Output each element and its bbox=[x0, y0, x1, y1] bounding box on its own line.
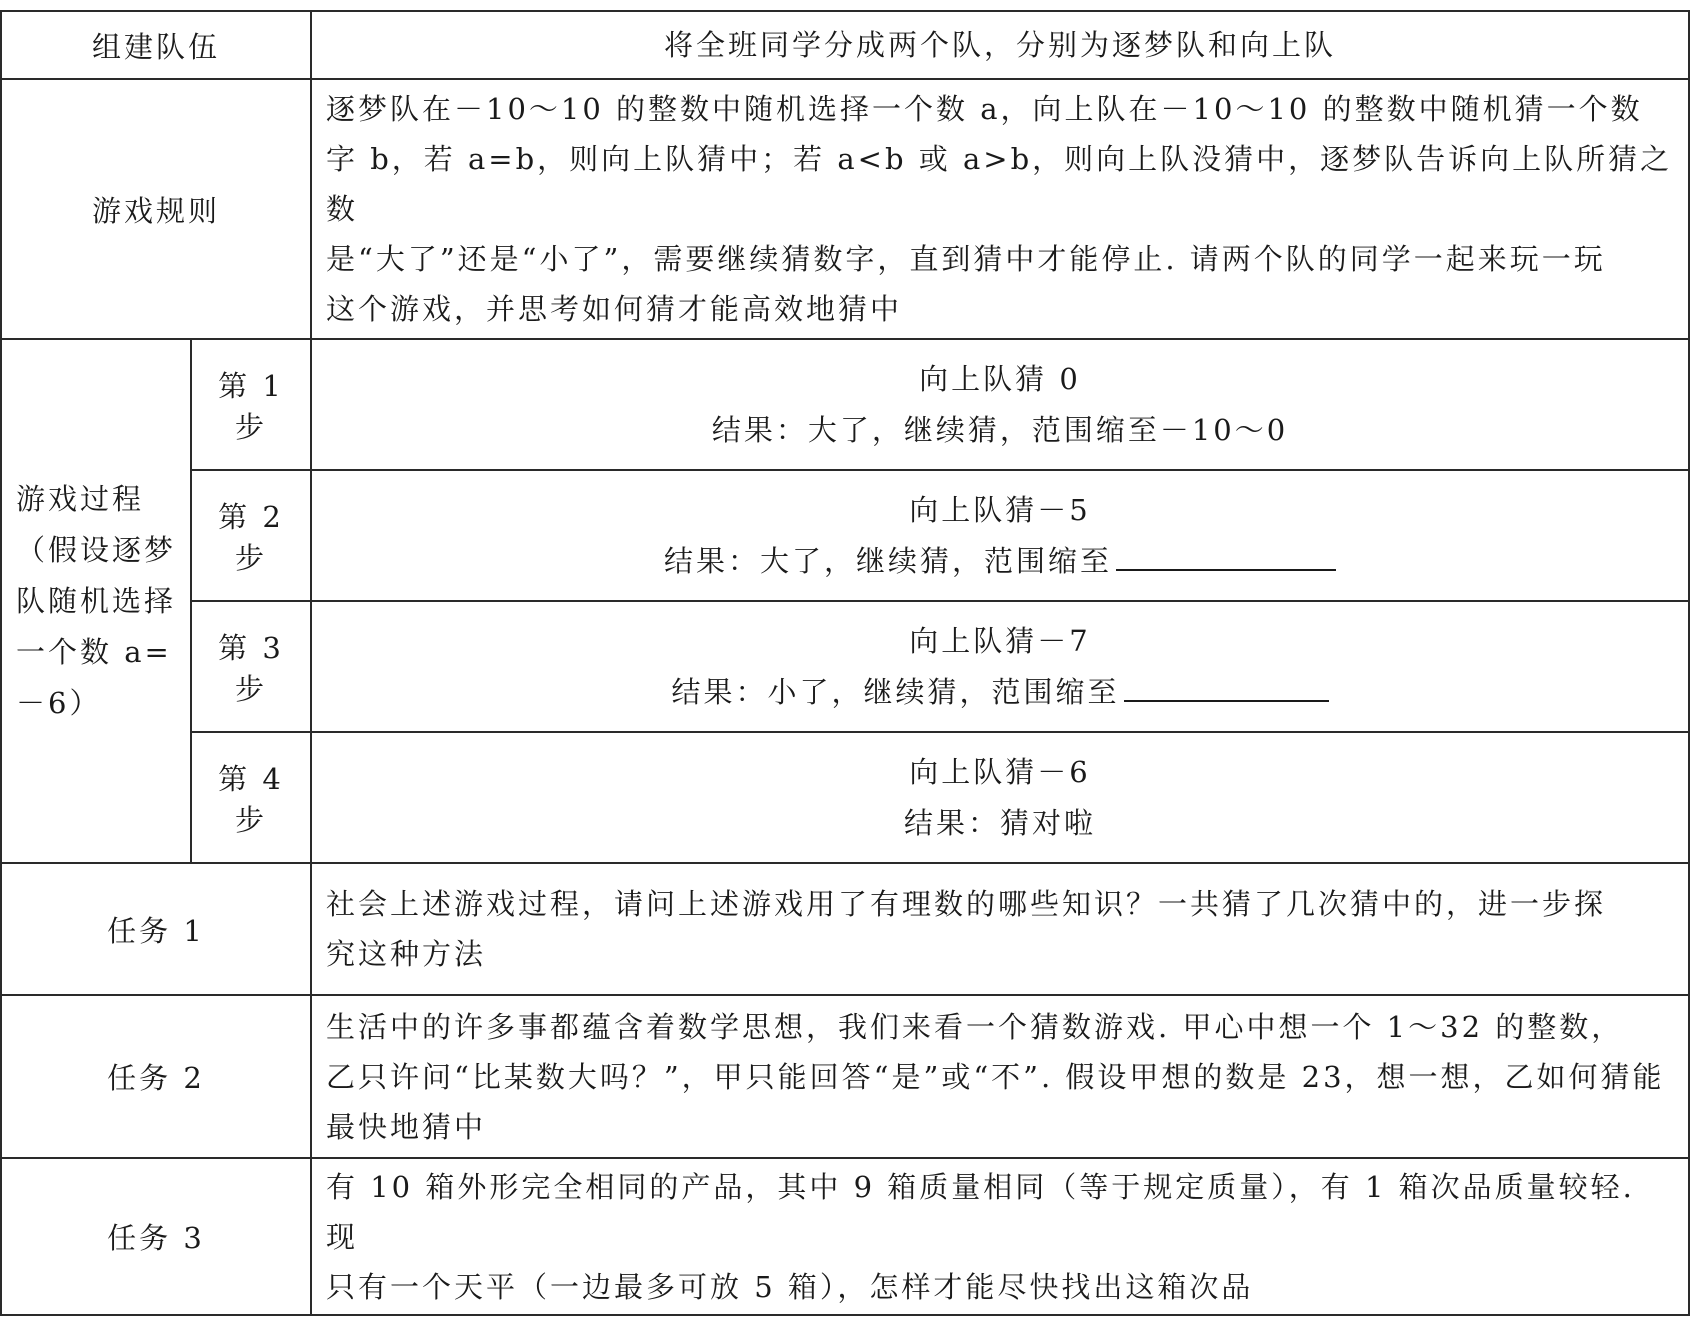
task3-line: 只有一个天平（一边最多可放 5 箱），怎样才能尽快找出这箱次品 bbox=[326, 1269, 1254, 1304]
task2-label: 任务 2 bbox=[1, 995, 311, 1158]
step-row-4 bbox=[1, 732, 1689, 863]
team-content: 将全班同学分成两个队，分别为逐梦队和向上队 bbox=[311, 11, 1689, 79]
task2-row bbox=[1, 995, 1689, 1158]
step-label: 第 4 步 bbox=[191, 732, 311, 863]
step-content bbox=[311, 339, 1689, 470]
step-row-2 bbox=[1, 470, 1689, 601]
task3-row bbox=[1, 1158, 1689, 1315]
task1-content bbox=[311, 863, 1689, 995]
task2-line: 乙只许问“比某数大吗？”，甲只能回答“是”或“不”. 假设甲想的数是 23，想一想，乙如何猜能 bbox=[326, 1059, 1665, 1094]
step-label: 第 3 步 bbox=[191, 601, 311, 732]
rules-line: 逐梦队在－10～10 的整数中随机选择一个数 a，向上队在－10～10 的整数中随机猜一个数 bbox=[326, 92, 1643, 127]
step-row-1 bbox=[1, 339, 1689, 470]
step-row-3 bbox=[1, 601, 1689, 732]
answer-blank[interactable] bbox=[1116, 539, 1336, 571]
task1-row bbox=[1, 863, 1689, 995]
rules-line: 字 b，若 a=b，则向上队猜中；若 a<b 或 a>b，则向上队没猜中，逐梦队告诉向上队所猜之数 bbox=[326, 142, 1673, 227]
task1-line: 社会上述游戏过程，请问上述游戏用了有理数的哪些知识？一共猜了几次猜中的，进一步探 bbox=[326, 887, 1607, 922]
rules-label: 游戏规则 bbox=[1, 79, 311, 339]
task2-line: 生活中的许多事都蕴含着数学思想，我们来看一个猜数游戏. 甲心中想一个 1～32 的整数， bbox=[326, 1009, 1624, 1044]
step-content bbox=[311, 470, 1689, 601]
process-label-line: 游戏过程 bbox=[16, 481, 145, 516]
team-row bbox=[1, 11, 1689, 79]
rules-row bbox=[1, 79, 1689, 339]
process-label bbox=[1, 339, 191, 863]
rules-line: 这个游戏，并思考如何猜才能高效地猜中 bbox=[326, 292, 903, 327]
step-label: 第 2 步 bbox=[191, 470, 311, 601]
task3-content bbox=[311, 1158, 1689, 1315]
rules-content bbox=[311, 79, 1689, 339]
step-result: 结果：猜对啦 bbox=[904, 805, 1097, 840]
step-result: 结果：大了，继续猜，范围缩至－10～0 bbox=[711, 412, 1289, 447]
process-label-line: －6） bbox=[16, 685, 102, 720]
step-guess: 向上队猜 0 bbox=[919, 361, 1081, 396]
task2-content bbox=[311, 995, 1689, 1158]
task-table bbox=[0, 10, 1690, 1316]
process-label-line: 队随机选择 bbox=[16, 583, 177, 618]
task2-line: 最快地猜中 bbox=[326, 1109, 487, 1144]
step-result: 结果：大了，继续猜，范围缩至 bbox=[664, 543, 1113, 578]
team-label: 组建队伍 bbox=[1, 11, 311, 79]
rules-line: 是“大了”还是“小了”，需要继续猜数字，直到猜中才能停止. 请两个队的同学一起来玩一玩 bbox=[326, 242, 1606, 277]
step-guess: 向上队猜－6 bbox=[909, 754, 1091, 789]
process-label-line: 一个数 a= bbox=[16, 634, 172, 669]
task1-label: 任务 1 bbox=[1, 863, 311, 995]
step-result-line bbox=[326, 536, 1674, 587]
answer-blank[interactable] bbox=[1124, 670, 1329, 702]
task3-label: 任务 3 bbox=[1, 1158, 311, 1315]
step-guess: 向上队猜－7 bbox=[909, 623, 1091, 658]
step-content bbox=[311, 601, 1689, 732]
step-guess: 向上队猜－5 bbox=[909, 492, 1091, 527]
process-label-line: （假设逐梦 bbox=[16, 532, 177, 567]
step-label: 第 1 步 bbox=[191, 339, 311, 470]
task3-line: 有 10 箱外形完全相同的产品，其中 9 箱质量相同（等于规定质量），有 1 箱次品质量较轻. 现 bbox=[326, 1169, 1635, 1254]
task-sheet bbox=[0, 10, 1690, 1316]
step-result-line bbox=[326, 667, 1674, 718]
task1-line: 究这种方法 bbox=[326, 937, 487, 972]
step-content bbox=[311, 732, 1689, 863]
step-result: 结果：小了，继续猜，范围缩至 bbox=[671, 674, 1120, 709]
